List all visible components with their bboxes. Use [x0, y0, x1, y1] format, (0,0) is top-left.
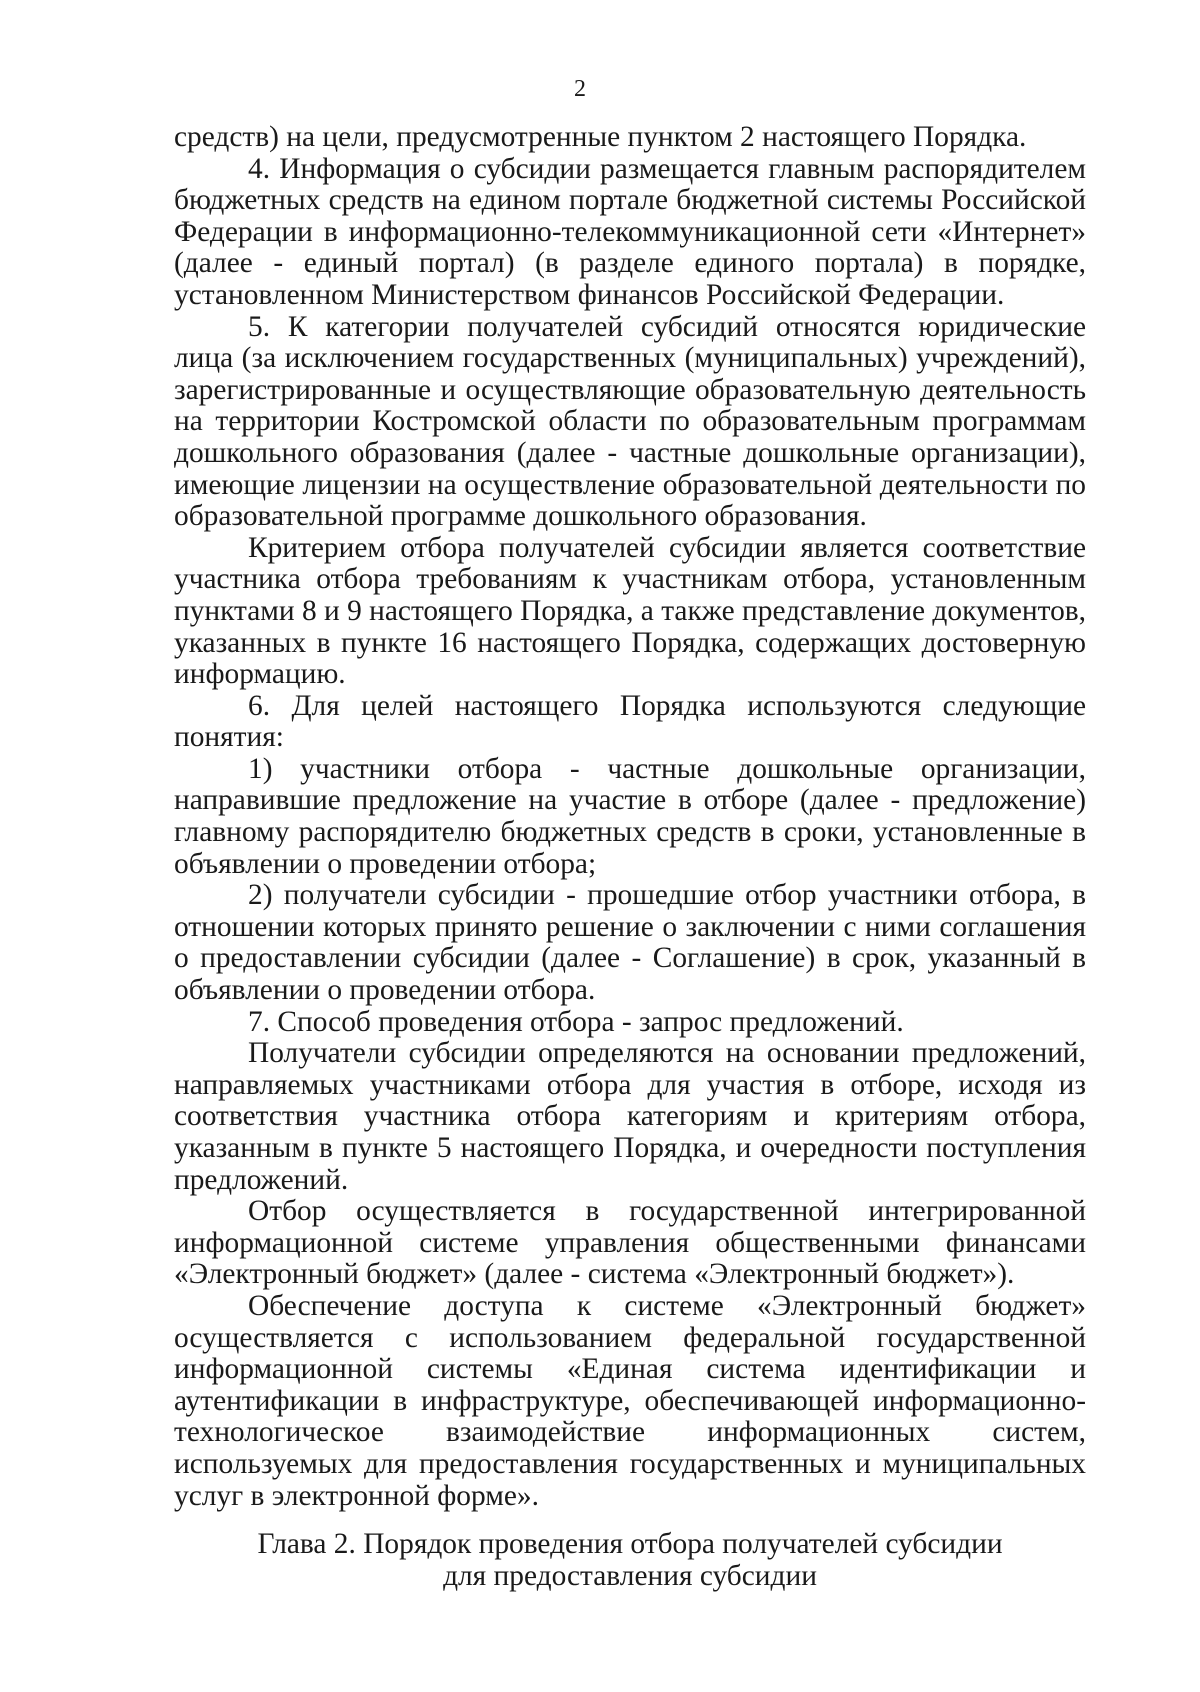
paragraph-subitem-2: 2) получатели субсидии - прошедшие отбор участники отбора, в отношении которых принято решение о заключении с ними соглашения о предоставлении субсидии (далее - Соглашение) в срок, указанный в объявлении о проведении отбора.: [174, 879, 1086, 1007]
paragraph-item-6: 6. Для целей настоящего Порядка используются следующие понятия:: [174, 689, 1086, 754]
document-body: [174, 122, 1086, 1512]
page-number: 2: [574, 76, 586, 102]
paragraph-selection-criterion: Критерием отбора получателей субсидии является соответствие участника отбора требованиям к участникам отбора, установленным пунктами 8 и 9 настоящего Порядка, а также представление документов, указанных в пункте 16 настоящего Порядка, содержащих достоверную информацию.: [174, 531, 1086, 691]
paragraph-system-access: Обеспечение доступа к системе «Электронный бюджет» осуществляется с использованием федеральной государственной информационной системы «Единая система идентификации и аутентификации в инфраструктуре, обеспечивающей информационно-технологическое взаимодействие информационных систем, используемых для предоставления государственных и муниципальных услуг в электронной форме».: [174, 1289, 1086, 1512]
chapter-heading-line-2: для предоставления субсидии: [443, 1560, 817, 1592]
chapter-heading: [174, 1528, 1086, 1592]
paragraph-recipients: Получатели субсидии определяются на основании предложений, направляемых участниками отбора для участия в отборе, исходя из соответствия участника отбора категориям и критериям отбора, указанным в пункте 5 настоящего Порядка, и очередности поступления предложений.: [174, 1037, 1086, 1196]
chapter-heading-line-1: Глава 2. Порядок проведения отбора получателей субсидии: [257, 1528, 1003, 1560]
paragraph-item-4: 4. Информация о субсидии размещается главным распорядителем бюджетных средств на едином портале бюджетной системы Российской Федерации в информационно-телекоммуникационной сети «Интернет» (далее - единый портал) (в разделе единого портала) в порядке, установленном Министерством финансов Российской Федерации.: [174, 152, 1086, 311]
paragraph-item-5: 5. К категории получателей субсидий относятся юридические лица (за исключением государственных (муниципальных) учреждений), зарегистрированные и осуществляющие образовательную деятельность на территории Костромской области по образовательным программам дошкольного образования (далее - частные дошкольные организации), имеющие лицензии на осуществление образовательной деятельности по образовательной программе дошкольного образования.: [174, 310, 1086, 533]
paragraph-continuation: средств) на цели, предусмотренные пунктом 2 настоящего Порядка.: [174, 121, 1027, 153]
paragraph-item-7: 7. Способ проведения отбора - запрос предложений.: [248, 1005, 904, 1038]
paragraph-subitem-1: 1) участники отбора - частные дошкольные организации, направившие предложение на участие в отборе (далее - предложение) главному распорядителю бюджетных средств в сроки, установленные в объявлении о проведении отбора;: [174, 752, 1086, 880]
paragraph-selection-system: Отбор осуществляется в государственной интегрированной информационной системе управления общественными финансами «Электронный бюджет» (далее - система «Электронный бюджет»).: [174, 1195, 1086, 1291]
